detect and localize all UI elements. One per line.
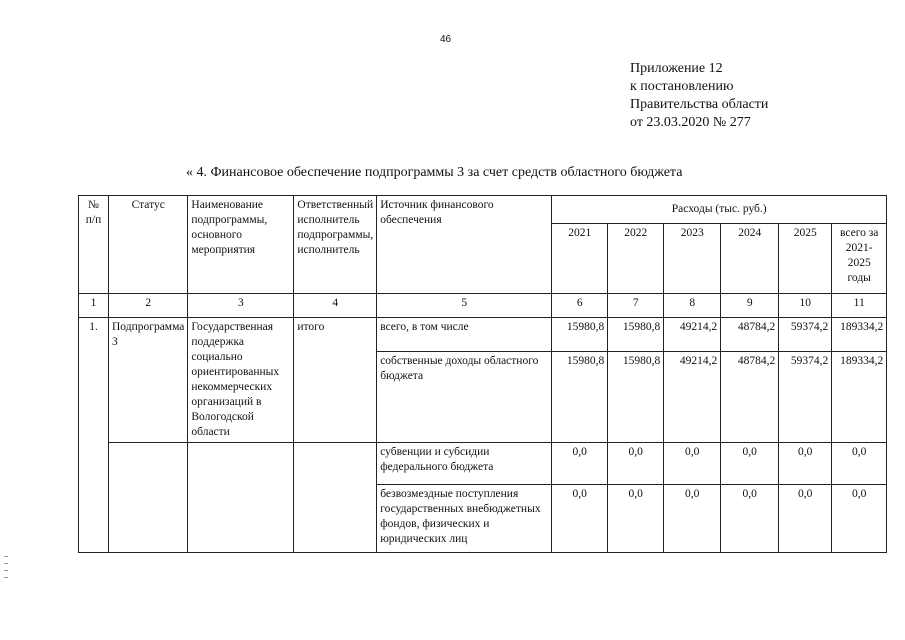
column-number: 3: [188, 294, 294, 318]
appendix-line: Правительства области: [630, 97, 769, 112]
column-number: 7: [608, 294, 664, 318]
document-title: « 4. Финансовое обеспечение подпрограммы 3 за счет средств областного бюджета: [186, 165, 683, 180]
appendix-line: Приложение 12: [630, 61, 723, 76]
value-cell: 0,0: [664, 443, 721, 485]
column-number: 6: [552, 294, 608, 318]
value-cell: 59374,2: [779, 351, 832, 442]
source-label: собственные доходы областного бюджета: [377, 351, 552, 442]
value-cell: 189334,2: [832, 318, 887, 352]
value-cell: 0,0: [721, 443, 779, 485]
header-expenses: Расходы (тыс. руб.): [552, 196, 887, 224]
column-number: 1: [79, 294, 109, 318]
value-cell: 15980,8: [552, 318, 608, 352]
appendix-block: [630, 60, 768, 132]
page-number: 46: [440, 34, 452, 45]
value-cell: 15980,8: [552, 351, 608, 442]
value-cell: 48784,2: [721, 351, 779, 442]
value-cell: 15980,8: [608, 351, 664, 442]
value-cell: 0,0: [832, 443, 887, 485]
value-cell: 0,0: [779, 443, 832, 485]
header-total: всего за 2021-2025 годы: [832, 224, 887, 294]
column-number: 2: [109, 294, 188, 318]
appendix-line: к постановлению: [630, 79, 734, 94]
value-cell: 15980,8: [608, 318, 664, 352]
value-cell: 0,0: [608, 485, 664, 553]
source-label: всего, в том числе: [377, 318, 552, 352]
header-status: Статус: [109, 196, 188, 294]
header-name: Наименование подпрограммы, основного мероприятия: [188, 196, 294, 294]
scan-margin-marks: [4, 556, 8, 586]
column-number: 9: [721, 294, 779, 318]
header-year: 2024: [721, 224, 779, 294]
value-cell: 49214,2: [664, 318, 721, 352]
column-number: 8: [664, 294, 721, 318]
value-cell: 0,0: [664, 485, 721, 553]
header-source: Источник финансового обеспечения: [377, 196, 552, 294]
value-cell: 0,0: [608, 443, 664, 485]
source-label: субвенции и субсидии федерального бюджета: [377, 443, 552, 485]
header-year: 2021: [552, 224, 608, 294]
value-cell: 0,0: [832, 485, 887, 553]
column-number: 5: [377, 294, 552, 318]
source-label: безвозмездные поступления государственных внебюджетных фондов, физических и юридических лиц: [377, 485, 552, 553]
header-year: 2025: [779, 224, 832, 294]
row-status-empty: [109, 443, 188, 553]
value-cell: 59374,2: [779, 318, 832, 352]
row-number: 1.: [79, 318, 109, 553]
header-num: № п/п: [79, 196, 109, 294]
row-responsible: итого: [294, 318, 377, 443]
value-cell: 48784,2: [721, 318, 779, 352]
value-cell: 0,0: [552, 485, 608, 553]
value-cell: 0,0: [721, 485, 779, 553]
appendix-line: от 23.03.2020 № 277: [630, 115, 751, 130]
value-cell: 189334,2: [832, 351, 887, 442]
header-year: 2023: [664, 224, 721, 294]
value-cell: 0,0: [552, 443, 608, 485]
header-responsible: Ответственный исполнитель подпрограммы, исполнитель: [294, 196, 377, 294]
column-number: 10: [779, 294, 832, 318]
header-year: 2022: [608, 224, 664, 294]
column-number: 4: [294, 294, 377, 318]
financing-table: [78, 195, 887, 553]
value-cell: 0,0: [779, 485, 832, 553]
row-responsible-empty: [294, 443, 377, 553]
row-name: Государственная поддержка социально ориентированных некоммерческих организаций в Вологодской области: [188, 318, 294, 443]
row-status: Подпрограмма 3: [109, 318, 188, 443]
value-cell: 49214,2: [664, 351, 721, 442]
column-number: 11: [832, 294, 887, 318]
row-name-empty: [188, 443, 294, 553]
